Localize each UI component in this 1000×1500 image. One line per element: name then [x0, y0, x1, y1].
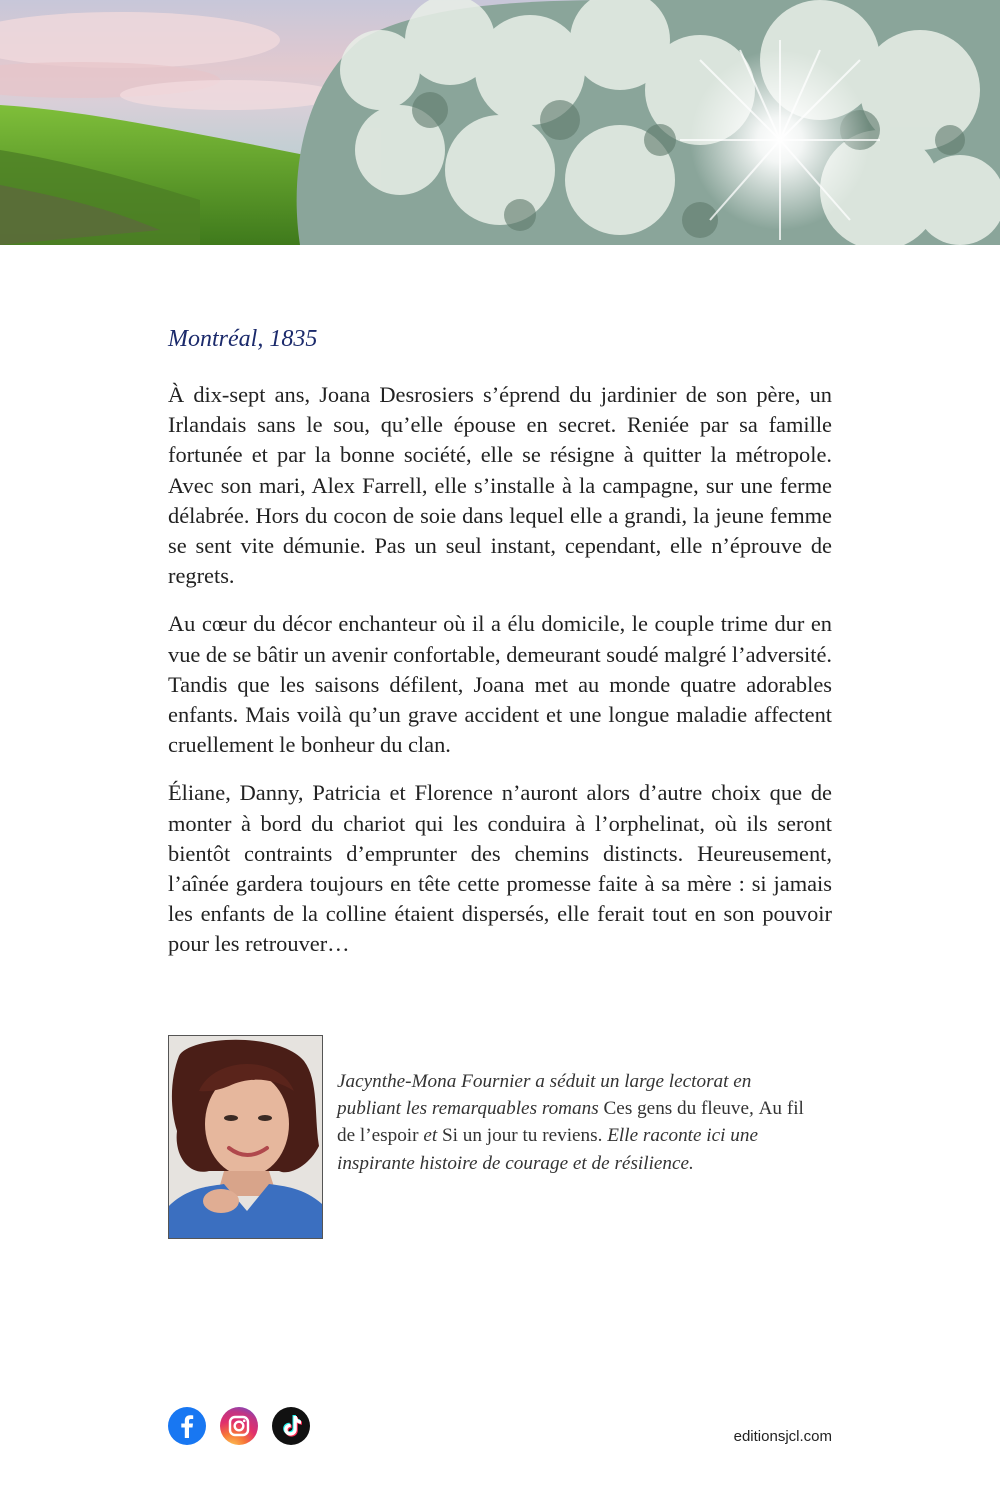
summary-paragraph: Au cœur du décor enchanteur où il a élu domicile, le couple trime dur en vue de se bâtir un avenir confortable, demeurant soudé malgré l’adversité. Tandis que les saisons défilent, Joana met au monde quatre adorables enfants. Mais voilà qu’un grave accident et une longue maladie affectent cruellement le bonheur du clan.	[168, 611, 832, 758]
place-and-year: Montréal, 1835	[168, 326, 318, 352]
author-bio	[337, 1068, 817, 1177]
author-bio-text: Jacynthe-Mona Fournier a séduit un large lectorat en publiant les remarquables romans	[337, 1071, 752, 1120]
tiktok-icon[interactable]	[272, 1407, 310, 1445]
author-bio-text: Elle raconte ici une inspirante histoire de courage et de résilience.	[337, 1125, 758, 1174]
separator-text: et	[418, 1125, 442, 1147]
book-title: Au fil de l’espoir	[337, 1098, 804, 1147]
book-title: Ces gens du fleuve	[603, 1098, 749, 1120]
author-photo	[168, 1035, 323, 1239]
book-summary	[168, 380, 832, 978]
summary-paragraph: À dix-sept ans, Joana Desrosiers s’éprend du jardinier de son père, un Irlandais sans le sou, qu’elle épouse en secret. Reniée par sa famille fortunée et par la bonne société, elle se résigne à quitter la métropole. Avec son mari, Alex Farrell, elle s’installe à la campagne, sur une ferme délabrée. Hors du cocon de soie dans lequel elle a grandi, la jeune femme se sent vite démunie. Pas un seul instant, cependant, elle n’éprouve de regrets.	[168, 382, 832, 589]
separator-text: ,	[748, 1098, 759, 1120]
header-landscape-image	[0, 0, 1000, 245]
summary-paragraph: Éliane, Danny, Patricia et Florence n’auront alors d’autre choix que de monter à bord du chariot qui les conduira à l’orphelinat, où ils seront bientôt contraints d’emprunter des chemins distincts. Heureusement, l’aînée gardera toujours en tête cette promesse faite à sa mère : si jamais les enfants de la colline étaient dispersés, elle ferait tout en son pouvoir pour les retrouver…	[168, 780, 832, 957]
facebook-icon[interactable]	[168, 1407, 206, 1445]
instagram-icon[interactable]	[220, 1407, 258, 1445]
book-title: Si un jour tu reviens	[441, 1125, 598, 1147]
separator-text: .	[597, 1125, 603, 1147]
social-links	[168, 1407, 310, 1445]
publisher-website[interactable]: editionsjcl.com	[733, 1428, 832, 1445]
